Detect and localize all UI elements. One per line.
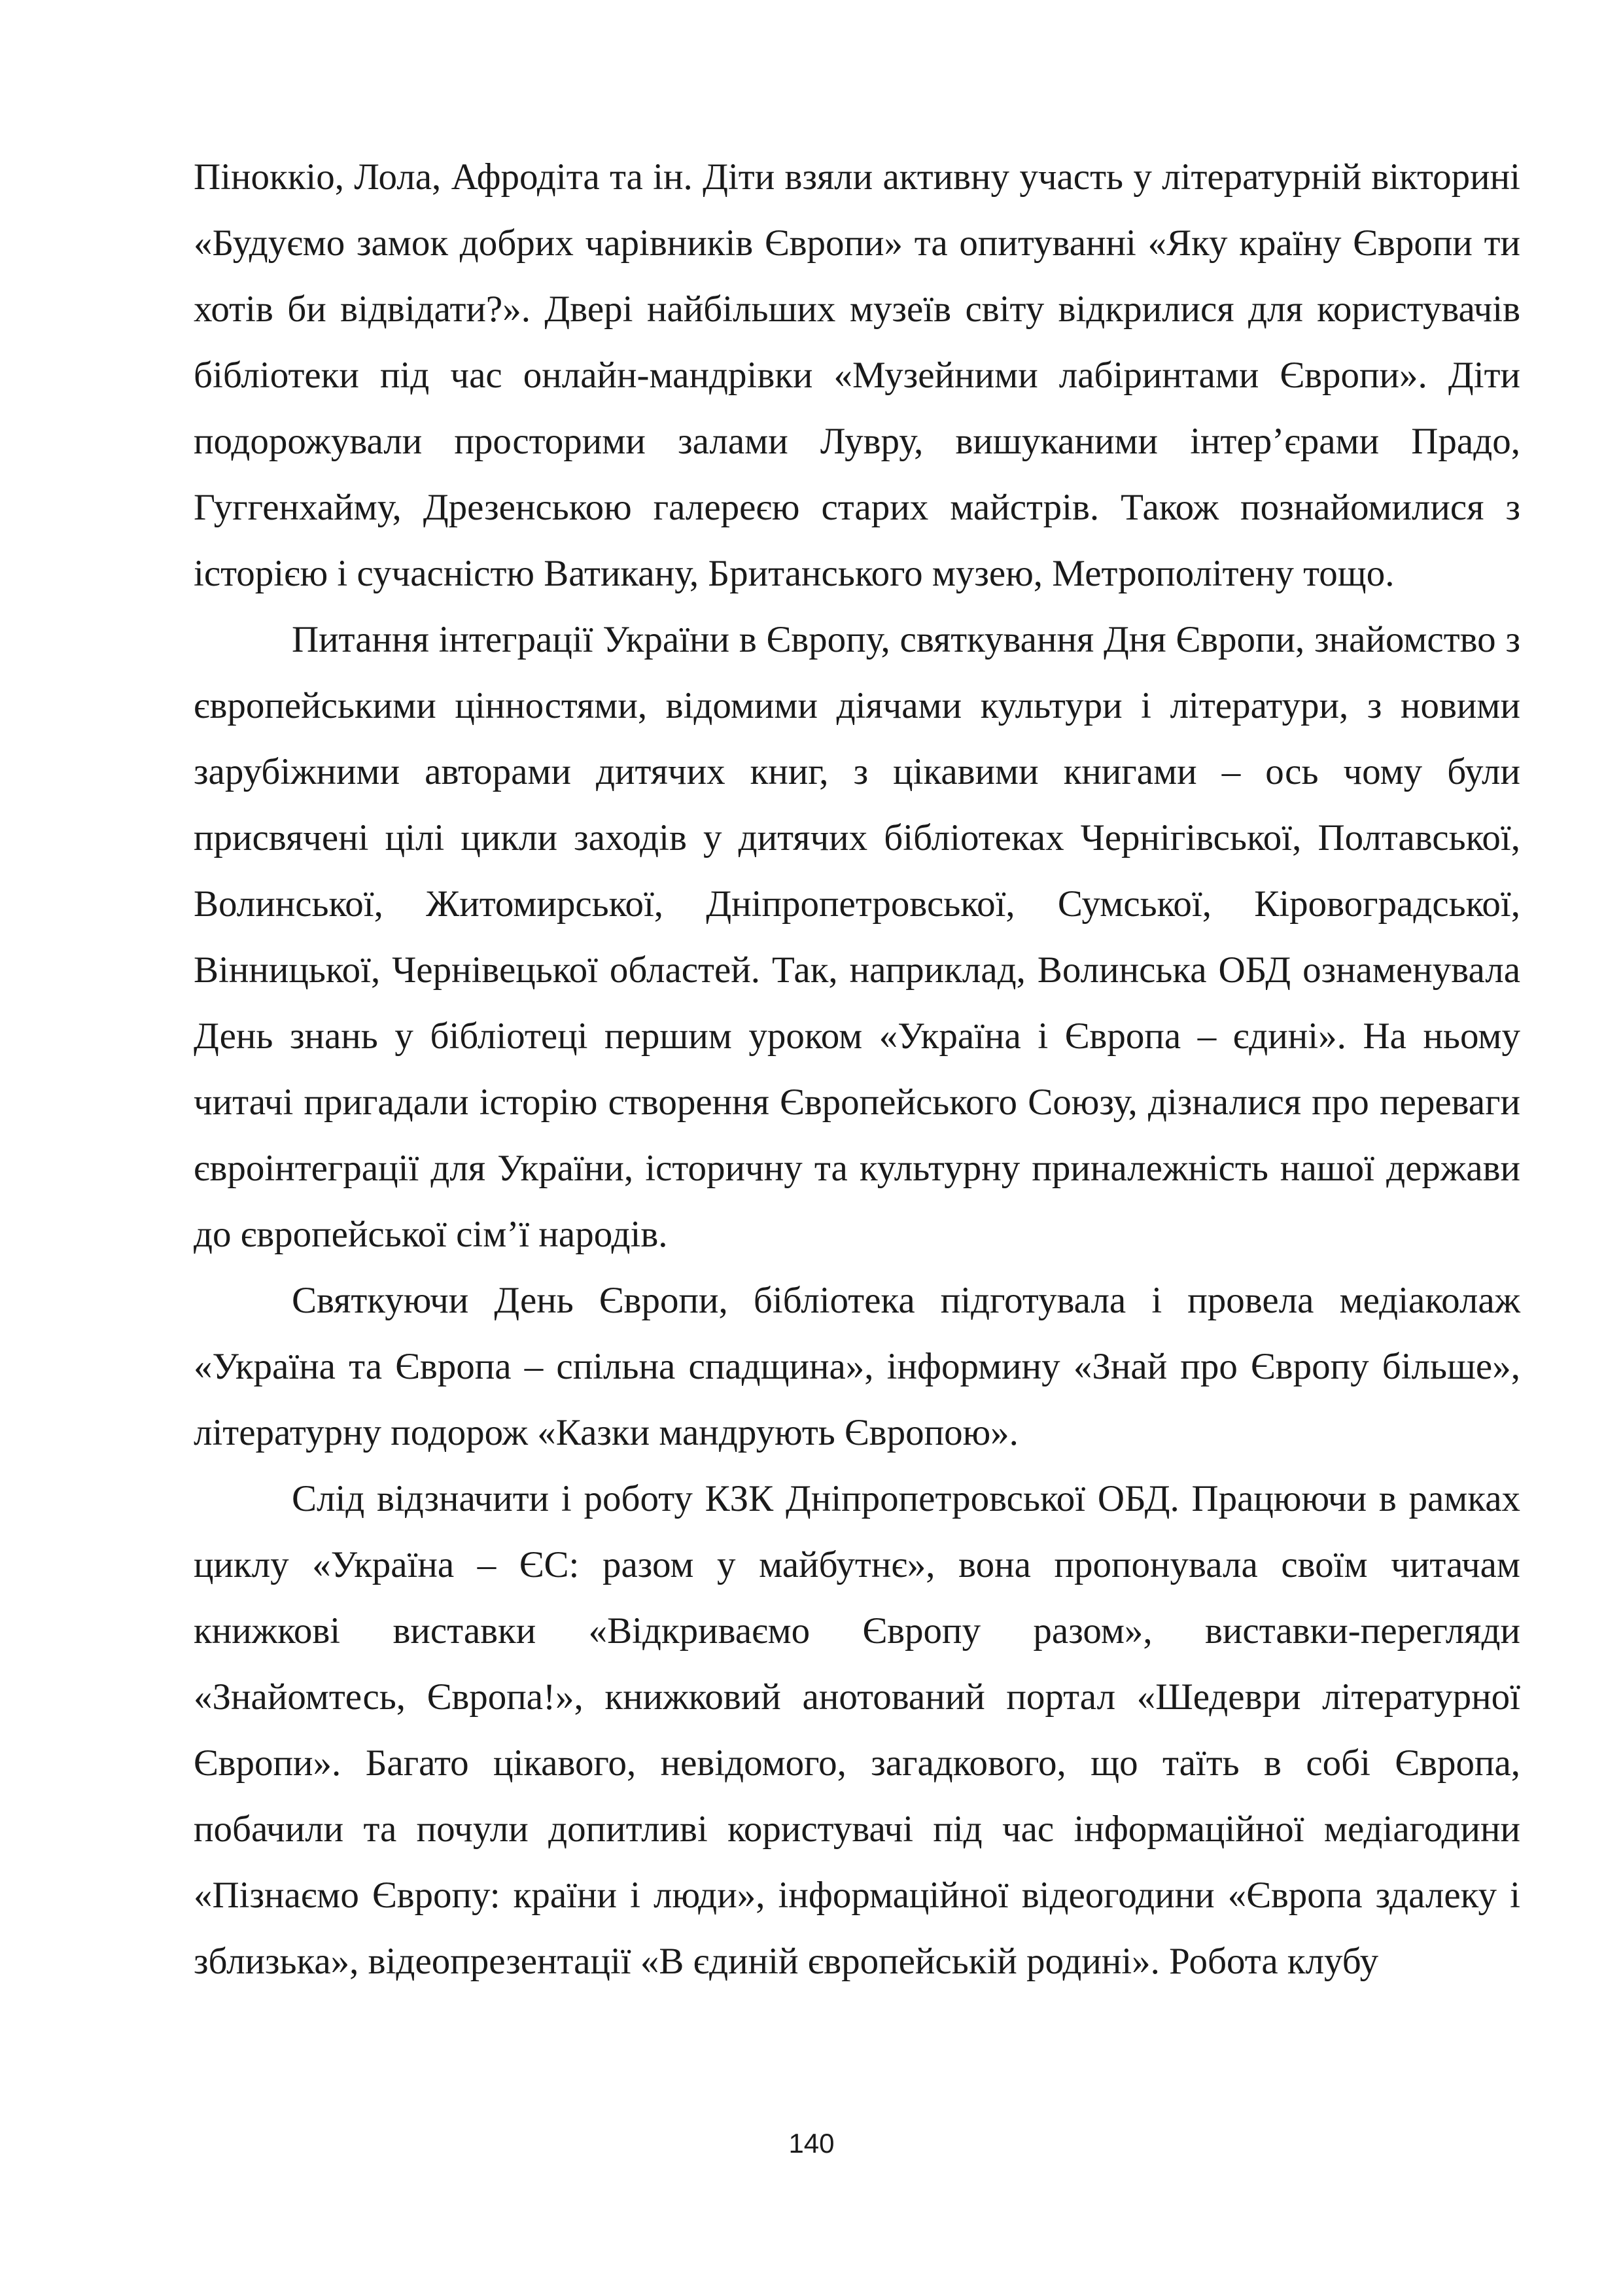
paragraph-2: Питання інтеграції України в Європу, святкування Дня Європи, знайомство з європейськими цінностями, відомими діячами культури і літератури, з новими зарубіжними авторами дитячих книг, з цікавими книгами – ось чому були присвячені цілі цикли заходів у дитячих бібліотеках Чернігівської, Полтавської, Волинської, Житомирської, Дніпропетровської, Сумської, Кіровоградської, Вінницької, Чернівецької областей. Так, наприклад, Волинська ОБД ознаменувала День знань у бібліотеці першим уроком «Україна і Європа – єдині». На ньому читачі пригадали історію створення Європейського Союзу, дізналися про переваги євроінтеграції для України, історичну та культурну приналежність нашої держави до європейської сім’ї народів. [194, 619, 1520, 1255]
paragraph-1: Піноккіо, Лола, Афродіта та ін. Діти взяли активну участь у літературній вікторині «Будуємо замок добрих чарівників Європи» та опитуванні «Яку країну Європи ти хотів би відвідати?». Двері найбільших музеїв світу відкрилися для користувачів бібліотеки під час онлайн-мандрівки «Музейними лабіринтами Європи». Діти подорожували просторими залами Лувру, вишуканими інтер’єрами Прадо, Гуггенхайму, Дрезенською галереєю старих майстрів. Також познайомилися з історією і сучасністю Ватикану, Британського музею, Метрополітену тощо. [194, 156, 1520, 594]
body-text [194, 144, 1520, 1994]
paragraph-4: Слід відзначити і роботу КЗК Дніпропетровської ОБД. Працюючи в рамках циклу «Україна – ЄС: разом у майбутнє», вона пропонувала своїм читачам книжкові виставки «Відкриваємо Європу разом», виставки-перегляди «Знайомтесь, Європа!», книжковий анотований портал «Шедеври літературної Європи». Багато цікавого, невідомого, загадкового, що таїть в собі Європа, побачили та почули допитливі користувачі під час інформаційної медіагодини «Пізнаємо Європу: країни і люди», інформаційної відеогодини «Європа здалеку і зблизька», відеопрезентації «В єдиній європейській родині». Робота клубу [194, 1478, 1520, 1982]
page-number: 140 [788, 2128, 835, 2159]
paragraph-3: Святкуючи День Європи, бібліотека підготувала і провела медіаколаж «Україна та Європа – спільна спадщина», інформину «Знай про Європу більше», літературну подорож «Казки мандрують Європою». [194, 1280, 1520, 1453]
